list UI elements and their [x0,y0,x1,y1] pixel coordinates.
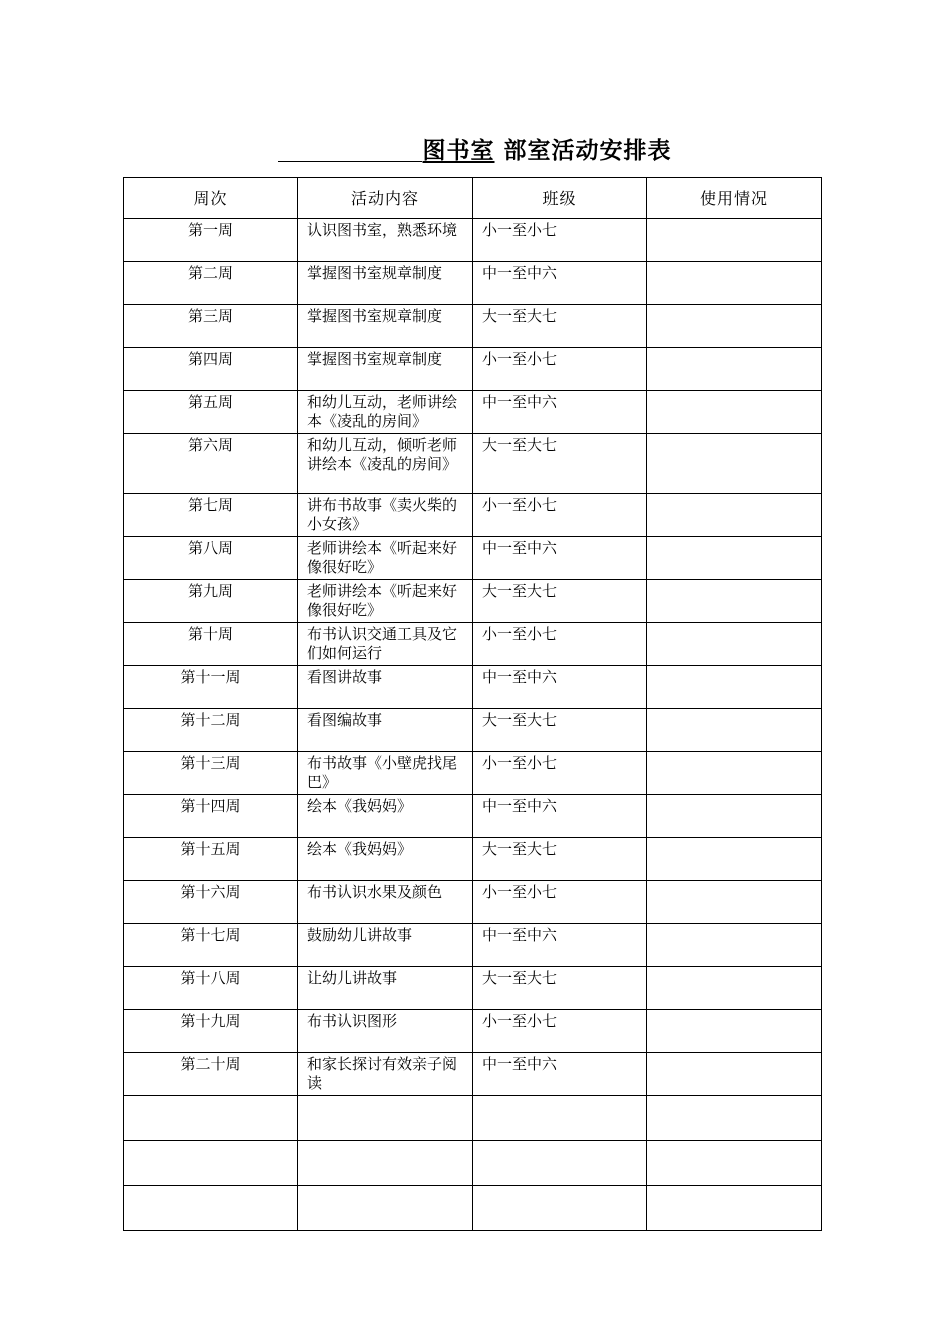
class-cell: 中一至中六 [473,1053,647,1096]
usage-cell[interactable] [647,752,822,795]
usage-cell[interactable] [647,709,822,752]
usage-cell[interactable] [647,1010,822,1053]
usage-cell[interactable] [647,1096,822,1141]
week-cell: 第十周 [124,623,298,666]
class-cell: 小一至小七 [473,881,647,924]
table-row [124,1096,822,1141]
table-row [124,537,822,580]
class-cell: 大一至大七 [473,305,647,348]
week-cell: 第十六周 [124,881,298,924]
table-row [124,666,822,709]
usage-cell[interactable] [647,391,822,434]
class-cell[interactable] [473,1096,647,1141]
header-week: 周次 [124,178,298,219]
week-cell: 第十四周 [124,795,298,838]
activity-cell: 鼓励幼儿讲故事 [298,924,473,967]
class-cell: 中一至中六 [473,795,647,838]
class-cell: 大一至大七 [473,838,647,881]
page-title [0,134,950,168]
table-row [124,391,822,434]
class-cell: 小一至小七 [473,1010,647,1053]
usage-cell[interactable] [647,537,822,580]
usage-cell[interactable] [647,494,822,537]
usage-cell[interactable] [647,795,822,838]
table-row [124,752,822,795]
class-cell: 中一至中六 [473,924,647,967]
activity-cell: 认识图书室，熟悉环境 [298,219,473,262]
activity-cell: 掌握图书室规章制度 [298,262,473,305]
class-cell: 中一至中六 [473,666,647,709]
usage-cell[interactable] [647,1186,822,1231]
usage-cell[interactable] [647,623,822,666]
table-row [124,262,822,305]
table-row [124,838,822,881]
table-row [124,709,822,752]
usage-cell[interactable] [647,1141,822,1186]
activity-cell: 绘本《我妈妈》 [298,838,473,881]
table-row [124,494,822,537]
usage-cell[interactable] [647,580,822,623]
table-row [124,305,822,348]
week-cell: 第十二周 [124,709,298,752]
week-cell[interactable] [124,1096,298,1141]
week-cell: 第四周 [124,348,298,391]
week-cell: 第十九周 [124,1010,298,1053]
activity-cell: 布书认识交通工具及它们如何运行 [298,623,473,666]
table-row [124,434,822,494]
usage-cell[interactable] [647,666,822,709]
activity-cell: 掌握图书室规章制度 [298,305,473,348]
week-cell[interactable] [124,1186,298,1231]
week-cell[interactable] [124,1141,298,1186]
usage-cell[interactable] [647,219,822,262]
activity-cell: 布书认识图形 [298,1010,473,1053]
table-row [124,1186,822,1231]
week-cell: 第九周 [124,580,298,623]
activity-cell: 老师讲绘本《听起来好像很好吃》 [298,537,473,580]
class-cell: 中一至中六 [473,391,647,434]
week-cell: 第七周 [124,494,298,537]
usage-cell[interactable] [647,262,822,305]
table-row [124,219,822,262]
class-cell: 小一至小七 [473,348,647,391]
week-cell: 第十一周 [124,666,298,709]
class-cell: 小一至小七 [473,623,647,666]
header-usage: 使用情况 [647,178,822,219]
activity-cell: 布书故事《小壁虎找尾巴》 [298,752,473,795]
table-row [124,580,822,623]
header-activity: 活动内容 [298,178,473,219]
table-row [124,348,822,391]
usage-cell[interactable] [647,967,822,1010]
activity-cell[interactable] [298,1096,473,1141]
table-row [124,623,822,666]
activity-cell: 和家长探讨有效亲子阅读 [298,1053,473,1096]
class-cell: 中一至中六 [473,537,647,580]
usage-cell[interactable] [647,924,822,967]
activity-cell: 讲布书故事《卖火柴的小女孩》 [298,494,473,537]
week-cell: 第十五周 [124,838,298,881]
class-cell[interactable] [473,1186,647,1231]
usage-cell[interactable] [647,838,822,881]
title-department: 图书室 [422,137,495,164]
class-cell: 大一至大七 [473,434,647,494]
class-cell: 中一至中六 [473,262,647,305]
table-header-row [124,178,822,219]
usage-cell[interactable] [647,881,822,924]
activity-cell[interactable] [298,1186,473,1231]
usage-cell[interactable] [647,1053,822,1096]
week-cell: 第六周 [124,434,298,494]
week-cell: 第二十周 [124,1053,298,1096]
usage-cell[interactable] [647,305,822,348]
table-row [124,881,822,924]
usage-cell[interactable] [647,348,822,391]
class-cell: 大一至大七 [473,967,647,1010]
usage-cell[interactable] [647,434,822,494]
table-row [124,1141,822,1186]
week-cell: 第一周 [124,219,298,262]
week-cell: 第八周 [124,537,298,580]
class-cell[interactable] [473,1141,647,1186]
class-cell: 大一至大七 [473,580,647,623]
class-cell: 小一至小七 [473,752,647,795]
activity-cell: 老师讲绘本《听起来好像很好吃》 [298,580,473,623]
week-cell: 第五周 [124,391,298,434]
activity-cell: 掌握图书室规章制度 [298,348,473,391]
table-row [124,1053,822,1096]
header-class: 班级 [473,178,647,219]
activity-cell: 和幼儿互动，老师讲绘本《凌乱的房间》 [298,391,473,434]
activity-cell: 看图编故事 [298,709,473,752]
activity-cell[interactable] [298,1141,473,1186]
week-cell: 第十七周 [124,924,298,967]
table-row [124,795,822,838]
title-suffix: 部室活动安排表 [503,137,672,164]
activity-cell: 和幼儿互动，倾听老师讲绘本《凌乱的房间》 [298,434,473,494]
class-cell: 小一至小七 [473,219,647,262]
week-cell: 第三周 [124,305,298,348]
title-blank-underline [278,135,422,162]
activity-cell: 看图讲故事 [298,666,473,709]
week-cell: 第十三周 [124,752,298,795]
activity-schedule-table [123,177,822,1231]
table-row [124,1010,822,1053]
activity-cell: 绘本《我妈妈》 [298,795,473,838]
table-row [124,924,822,967]
activity-cell: 布书认识水果及颜色 [298,881,473,924]
activity-cell: 让幼儿讲故事 [298,967,473,1010]
class-cell: 小一至小七 [473,494,647,537]
table-row [124,967,822,1010]
class-cell: 大一至大七 [473,709,647,752]
week-cell: 第十八周 [124,967,298,1010]
week-cell: 第二周 [124,262,298,305]
